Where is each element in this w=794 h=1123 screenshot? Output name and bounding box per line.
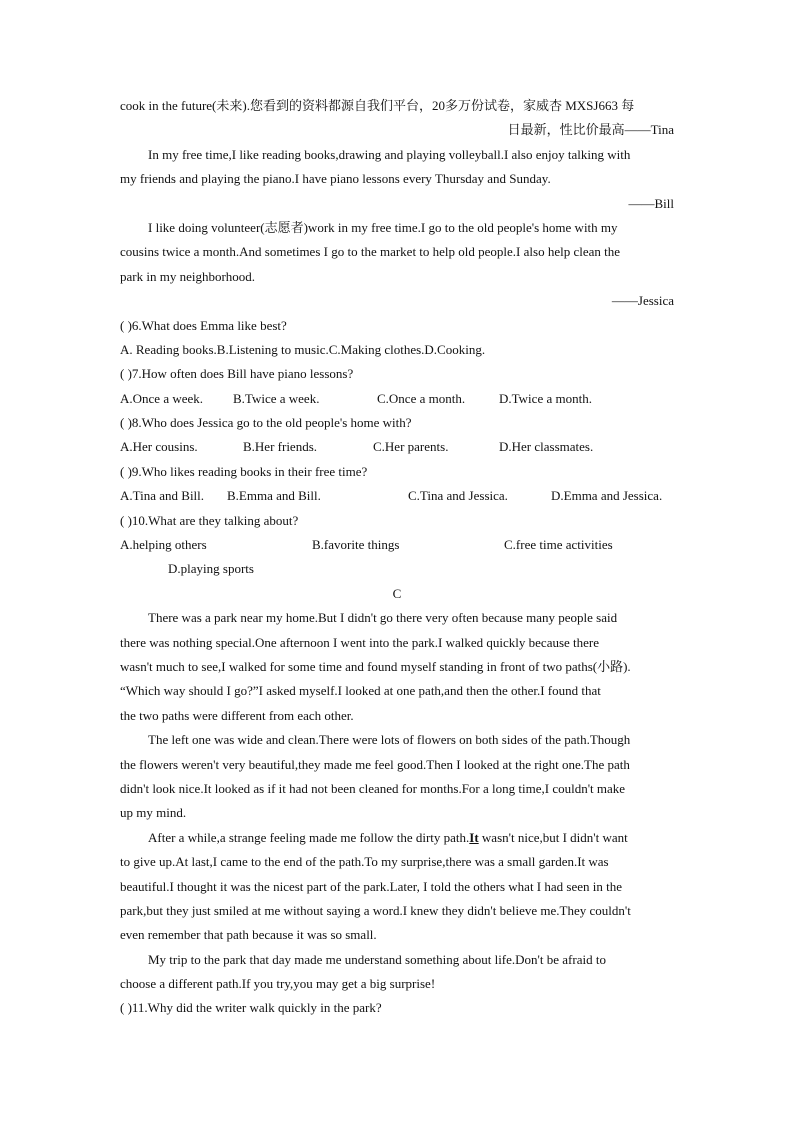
q7-option-d: D.Twice a month.: [499, 390, 592, 406]
document-page: [120, 94, 674, 1021]
question-10-stem: ( )10.What are they talking about?: [120, 512, 299, 528]
jessica-paragraph-line-1: I like doing volunteer(志愿者)work in my free time.I go to the old people's home with my: [148, 219, 618, 235]
signature-jessica: ——Jessica: [611, 293, 674, 309]
q9-option-c: C.Tina and Jessica.: [408, 488, 508, 504]
question-6-stem: ( )6.What does Emma like best?: [120, 317, 287, 333]
question-10-options-cont: [120, 557, 674, 581]
underlined-it: It: [469, 829, 479, 845]
c3-line-1-start: After a while,a strange feeling made me follow the dirty path.: [148, 829, 470, 845]
question-7-options: [120, 387, 674, 411]
c-paragraph-2-line-4: up my mind.: [120, 805, 187, 821]
intro-line-2: 日最新，性比价最高: [507, 122, 625, 138]
question-9-options: [120, 484, 674, 508]
q10-option-a: A.helping others: [120, 537, 207, 553]
c-paragraph-1-line-4: “Which way should I go?”I asked myself.I looked at one path,and then the other.I found that: [120, 683, 601, 699]
question-6-options: A. Reading books.B.Listening to music.C.Making clothes.D.Cooking.: [120, 341, 486, 357]
signature-bill: ——Bill: [628, 195, 674, 211]
c-paragraph-1-line-1: There was a park near my home.But I didn't go there very often because many people said: [148, 610, 618, 626]
c-paragraph-4-line-2: choose a different path.If you try,you may get a big surprise!: [120, 976, 436, 992]
c-paragraph-1-line-3: wasn't much to see,I walked for some time and found myself standing in front of two paths(小路).: [120, 658, 631, 674]
c-paragraph-1-line-5: the two paths were different from each other.: [120, 707, 354, 723]
bill-paragraph-line-2: my friends and playing the piano.I have piano lessons every Thursday and Sunday.: [120, 171, 551, 187]
q10-option-c: C.free time activities: [504, 537, 613, 553]
c-paragraph-3-line-3: beautiful.I thought it was the nicest part of the park.Later, I told the others what I had seen in the: [120, 878, 622, 894]
q9-option-d: D.Emma and Jessica.: [551, 488, 663, 504]
c-paragraph-2-line-2: the flowers weren't very beautiful,they made me feel good.Then I looked at the right one.The path: [120, 756, 630, 772]
q7-option-c: C.Once a month.: [377, 390, 466, 406]
q8-option-a: A.Her cousins.: [120, 439, 198, 455]
c-paragraph-3-line-5: even remember that path because it was so small.: [120, 927, 377, 943]
jessica-paragraph-line-3: park in my neighborhood.: [120, 268, 256, 284]
question-8-stem: ( )8.Who does Jessica go to the old people's home with?: [120, 415, 412, 431]
c-paragraph-1-line-2: there was nothing special.One afternoon I went into the park.I walked quickly because there: [120, 634, 600, 650]
jessica-paragraph-line-2: cousins twice a month.And sometimes I go to the market to help old people.I also help clean the: [120, 244, 621, 260]
intro-line-1: cook in the future(未来).您看到的资料都源自我们平台，20多万份试卷，家威杏 MXSJ663 每: [120, 98, 635, 113]
question-7-stem: ( )7.How often does Bill have piano lessons?: [120, 366, 354, 382]
q8-option-c: C.Her parents.: [373, 439, 449, 455]
q8-option-d: D.Her classmates.: [499, 439, 594, 455]
q8-option-b: B.Her friends.: [243, 439, 318, 455]
c-paragraph-3-line-4: park,but they just smiled at me without saying a word.I knew they didn't believe me.They couldn't: [120, 902, 631, 918]
q10-option-b: B.favorite things: [312, 537, 400, 553]
c-paragraph-4-line-1: My trip to the park that day made me understand something about life.Don't be afraid to: [148, 951, 606, 967]
question-11-stem: ( )11.Why did the writer walk quickly in the park?: [120, 1000, 382, 1016]
question-8-options: [120, 435, 674, 459]
c-paragraph-3-line-1: [120, 826, 674, 850]
q10-option-d: D.playing sports: [168, 561, 254, 577]
q9-option-b: B.Emma and Bill.: [227, 488, 321, 504]
c-paragraph-2-line-1: The left one was wide and clean.There were lots of flowers on both sides of the path.Though: [148, 732, 631, 748]
signature-tina: ——Tina: [624, 122, 674, 138]
c3-line-1-end: wasn't nice,but I didn't want: [478, 829, 628, 845]
question-9-stem: ( )9.Who likes reading books in their free time?: [120, 463, 368, 479]
bill-paragraph-line-1: In my free time,I like reading books,drawing and playing volleyball.I also enjoy talking with: [148, 146, 631, 162]
c-paragraph-3-line-2: to give up.At last,I came to the end of the path.To my surprise,there was a small garden.It was: [120, 854, 609, 870]
q7-option-b: B.Twice a week.: [233, 390, 320, 406]
q7-option-a: A.Once a week.: [120, 390, 204, 406]
q9-option-a: A.Tina and Bill.: [120, 488, 205, 504]
tina-signature-line: [120, 118, 674, 142]
question-10-options: [120, 533, 674, 557]
c-paragraph-2-line-3: didn't look nice.It looked as if it had not been cleaned for months.For a long time,I couldn't make: [120, 780, 626, 796]
section-c-heading: C: [392, 585, 402, 601]
